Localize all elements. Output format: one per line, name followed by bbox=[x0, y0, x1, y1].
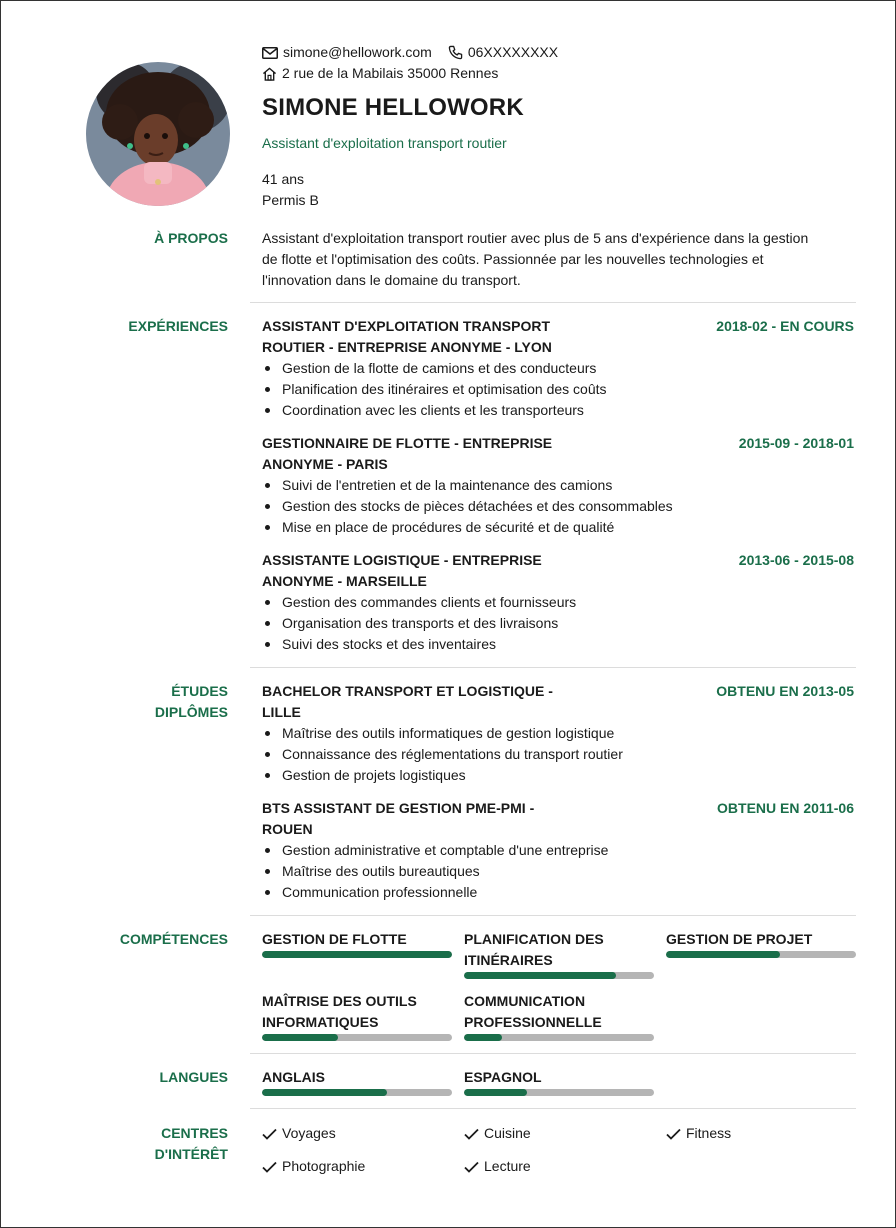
entry-title bbox=[262, 433, 572, 475]
section-label-line: CENTRES bbox=[161, 1125, 228, 1141]
phone-text[interactable]: 06XXXXXXXX bbox=[467, 44, 559, 60]
entry-title-line: LILLE bbox=[262, 704, 301, 720]
language-name: ESPAGNOL bbox=[464, 1069, 542, 1085]
skill-item bbox=[464, 991, 654, 1041]
skill-level-fill bbox=[262, 951, 452, 958]
entry-date: 2015-09 - 2018-01 bbox=[738, 435, 854, 451]
skill-name-line: COMMUNICATION bbox=[464, 993, 586, 1009]
driving-license: Permis B bbox=[262, 192, 319, 208]
skill-name-line: MAÎTRISE DES OUTILS bbox=[262, 993, 417, 1009]
section-label-interests bbox=[155, 1123, 228, 1165]
entry-title bbox=[262, 798, 572, 840]
section-label-skills: COMPÉTENCES bbox=[119, 931, 228, 947]
skill-level-bar bbox=[262, 1034, 452, 1041]
language-level-bar bbox=[262, 1089, 452, 1096]
language-name: ANGLAIS bbox=[262, 1069, 325, 1085]
age: 41 ans bbox=[262, 171, 305, 187]
entry-title-line: ASSISTANT D'EXPLOITATION TRANSPORT bbox=[262, 318, 550, 334]
divider bbox=[250, 1108, 856, 1109]
about-line: Assistant d'exploitation transport routier avec plus de 5 ans d'expérience dans la gestion bbox=[262, 230, 809, 246]
skill-name bbox=[262, 991, 452, 1033]
section-label-languages: LANGUES bbox=[159, 1069, 228, 1085]
entry-title-line: BACHELOR TRANSPORT ET LOGISTIQUE - bbox=[262, 683, 553, 699]
check-icon bbox=[464, 1161, 479, 1173]
interest-label: Cuisine bbox=[484, 1125, 531, 1141]
section-label-about: À PROPOS bbox=[154, 230, 228, 246]
section-label-education bbox=[155, 681, 228, 723]
skill-name: GESTION DE FLOTTE bbox=[262, 931, 407, 947]
divider bbox=[250, 302, 856, 303]
bullet-list bbox=[282, 358, 607, 421]
entry-title-line: ANONYME - PARIS bbox=[262, 456, 388, 472]
job-title: Assistant d'exploitation transport routier bbox=[262, 135, 507, 151]
interest-item bbox=[262, 1156, 365, 1177]
list-item: Suivi des stocks et des inventaires bbox=[282, 634, 576, 655]
entry-date: OBTENU EN 2011-06 bbox=[717, 800, 854, 816]
skill-level-fill bbox=[666, 951, 780, 958]
check-icon bbox=[666, 1128, 681, 1140]
section-label-experience: EXPÉRIENCES bbox=[128, 318, 228, 334]
skill-item bbox=[262, 991, 452, 1041]
phone-icon bbox=[448, 45, 463, 60]
language-level-bar bbox=[464, 1089, 654, 1096]
interest-label: Photographie bbox=[282, 1158, 366, 1174]
entry-title-line: ANONYME - MARSEILLE bbox=[262, 573, 427, 589]
entry-title bbox=[262, 550, 572, 592]
entry-title-line: GESTIONNAIRE DE FLOTTE - ENTREPRISE bbox=[262, 435, 553, 451]
interest-label: Fitness bbox=[686, 1125, 732, 1141]
about-text bbox=[262, 228, 856, 291]
check-icon bbox=[464, 1128, 479, 1140]
skill-level-fill bbox=[262, 1034, 338, 1041]
skill-item bbox=[262, 929, 452, 958]
interest-item bbox=[666, 1123, 731, 1144]
language-level-fill bbox=[262, 1089, 387, 1096]
section-label-line: D'INTÉRÊT bbox=[154, 1146, 228, 1162]
avatar bbox=[86, 62, 230, 206]
list-item: Organisation des transports et des livraisons bbox=[282, 613, 576, 634]
entry-title-line: ROUTIER - ENTREPRISE ANONYME - LYON bbox=[262, 339, 552, 355]
list-item: Planification des itinéraires et optimisation des coûts bbox=[282, 379, 607, 400]
language-level-fill bbox=[464, 1089, 527, 1096]
email-line bbox=[262, 42, 558, 63]
list-item: Gestion des commandes clients et fournisseurs bbox=[282, 592, 576, 613]
section-label-line: DIPLÔMES bbox=[154, 704, 228, 720]
skill-level-fill bbox=[464, 1034, 502, 1041]
interest-label: Voyages bbox=[282, 1125, 336, 1141]
list-item: Maîtrise des outils bureautiques bbox=[282, 861, 608, 882]
interest-item bbox=[464, 1123, 531, 1144]
list-item: Gestion de projets logistiques bbox=[282, 765, 623, 786]
skill-level-bar bbox=[262, 951, 452, 958]
divider bbox=[250, 1053, 856, 1054]
entry-title bbox=[262, 316, 572, 358]
about-line: l'innovation dans le domaine du transport. bbox=[262, 272, 521, 288]
check-icon bbox=[262, 1128, 277, 1140]
entry-title-line: BTS ASSISTANT DE GESTION PME-PMI - bbox=[262, 800, 535, 816]
mail-icon bbox=[262, 47, 278, 59]
list-item: Mise en place de procédures de sécurité et de qualité bbox=[282, 517, 673, 538]
list-item: Connaissance des réglementations du transport routier bbox=[282, 744, 623, 765]
skill-name-line: PROFESSIONNELLE bbox=[464, 1014, 602, 1030]
entry-date: 2018-02 - EN COURS bbox=[716, 318, 854, 334]
list-item: Suivi de l'entretien et de la maintenance des camions bbox=[282, 475, 673, 496]
divider bbox=[250, 915, 856, 916]
skill-name bbox=[464, 929, 654, 971]
list-item: Communication professionnelle bbox=[282, 882, 608, 903]
interest-item bbox=[464, 1156, 531, 1177]
skill-name-line: ITINÉRAIRES bbox=[464, 952, 553, 968]
list-item: Gestion administrative et comptable d'une entreprise bbox=[282, 840, 608, 861]
skill-name: GESTION DE PROJET bbox=[666, 931, 813, 947]
address-line bbox=[262, 63, 498, 84]
skill-level-fill bbox=[464, 972, 616, 979]
candidate-name: SIMONE HELLOWORK bbox=[262, 94, 524, 121]
language-item bbox=[464, 1067, 654, 1096]
bullet-list bbox=[282, 475, 673, 538]
skill-name bbox=[464, 991, 654, 1033]
divider bbox=[250, 667, 856, 668]
bullet-list bbox=[282, 723, 623, 786]
address-text: 2 rue de la Mabilais 35000 Rennes bbox=[282, 65, 499, 81]
skill-level-bar bbox=[666, 951, 856, 958]
list-item: Maîtrise des outils informatiques de gestion logistique bbox=[282, 723, 623, 744]
interest-item bbox=[262, 1123, 336, 1144]
email-text[interactable]: simone@hellowork.com bbox=[283, 44, 432, 60]
skill-item bbox=[464, 929, 654, 979]
entry-title-line: ASSISTANTE LOGISTIQUE - ENTREPRISE bbox=[262, 552, 542, 568]
entry-title-line: ROUEN bbox=[262, 821, 313, 837]
bullet-list bbox=[282, 592, 576, 655]
list-item: Gestion des stocks de pièces détachées et des consommables bbox=[282, 496, 673, 517]
bullet-list bbox=[282, 840, 608, 903]
list-item: Coordination avec les clients et les transporteurs bbox=[282, 400, 607, 421]
check-icon bbox=[262, 1161, 277, 1173]
skill-item bbox=[666, 929, 856, 958]
about-line: de flotte et l'optimisation des coûts. Passionnée par les nouvelles technologies et bbox=[262, 251, 764, 267]
entry-date: OBTENU EN 2013-05 bbox=[716, 683, 854, 699]
skill-name-line: INFORMATIQUES bbox=[262, 1014, 379, 1030]
entry-title bbox=[262, 681, 572, 723]
skill-level-bar bbox=[464, 1034, 654, 1041]
language-item bbox=[262, 1067, 452, 1096]
home-icon bbox=[262, 67, 277, 81]
list-item: Gestion de la flotte de camions et des conducteurs bbox=[282, 358, 607, 379]
skill-level-bar bbox=[464, 972, 654, 979]
skill-name-line: PLANIFICATION DES bbox=[464, 931, 604, 947]
entry-date: 2013-06 - 2015-08 bbox=[738, 552, 854, 568]
interest-label: Lecture bbox=[484, 1158, 531, 1174]
section-label-line: ÉTUDES bbox=[171, 683, 228, 699]
